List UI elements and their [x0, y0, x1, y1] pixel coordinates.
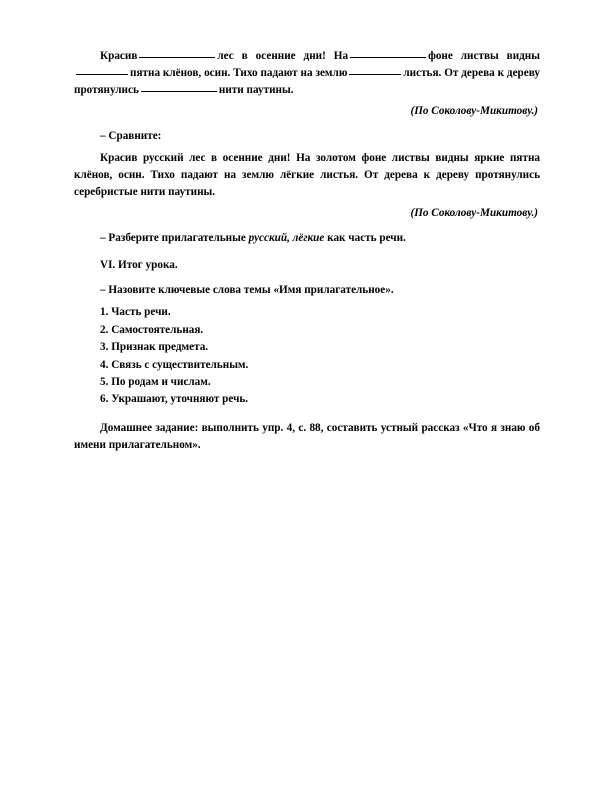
list-item: 1. Часть речи. [100, 306, 171, 319]
exercise-word-3: фоне листвы видны [428, 50, 540, 62]
list-item: 2. Самостоятельная. [100, 323, 204, 336]
fill-blank-2[interactable] [350, 57, 426, 58]
answer-paragraph: Красив русский лес в осенние дни! На золотом фоне листвы видны яркие пятна клёнов, осин. Тихо падают на землю лёгкие листья. От дерева к дереву протянулись серебристые нити паутины. [74, 152, 540, 199]
parse-prompt [74, 230, 540, 247]
exercise-word-4: пятна клёнов, осин. Тихо падают на землю [130, 67, 348, 80]
parse-prompt-before: – Разберите прилагательные [100, 231, 249, 244]
exercise-word-2: лес в осенние дни! На [217, 50, 349, 62]
parse-prompt-italic-words: русский, лёгкие [248, 231, 325, 244]
exercise-word-5: листья. От дерева к дереву протянулись [74, 67, 540, 97]
compare-prompt: – Сравните: [100, 129, 162, 142]
attribution-source-2: (По Соколову-Микитову.) [410, 206, 538, 219]
exercise-paragraph [74, 48, 540, 100]
parse-prompt-after: как часть речи. [324, 231, 406, 244]
page-content [74, 48, 540, 454]
exercise-word-1: Красив [100, 50, 138, 62]
list-item: 4. Связь с существительным. [100, 358, 249, 371]
list-item: 5. По родам и числам. [100, 376, 211, 389]
attribution-source-1: (По Соколову-Микитову.) [410, 104, 538, 117]
keywords-prompt: – Назовите ключевые слова темы «Имя прилагательное». [100, 284, 394, 297]
exercise-word-6: нити паутины. [218, 84, 294, 97]
fill-blank-4[interactable] [349, 74, 401, 75]
fill-blank-3[interactable] [76, 74, 128, 75]
list-item: 6. Украшают, уточняют речь. [100, 393, 249, 406]
list-item: 3. Признак предмета. [100, 341, 209, 354]
section-heading-vi: VI. Итог урока. [100, 259, 178, 272]
fill-blank-1[interactable] [139, 57, 215, 58]
homework-assignment: Домашнее задание: выполнить упр. 4, с. 88, составить устный рассказ «Что я знаю об имени прилагательном». [74, 421, 540, 452]
fill-blank-5[interactable] [141, 91, 217, 92]
